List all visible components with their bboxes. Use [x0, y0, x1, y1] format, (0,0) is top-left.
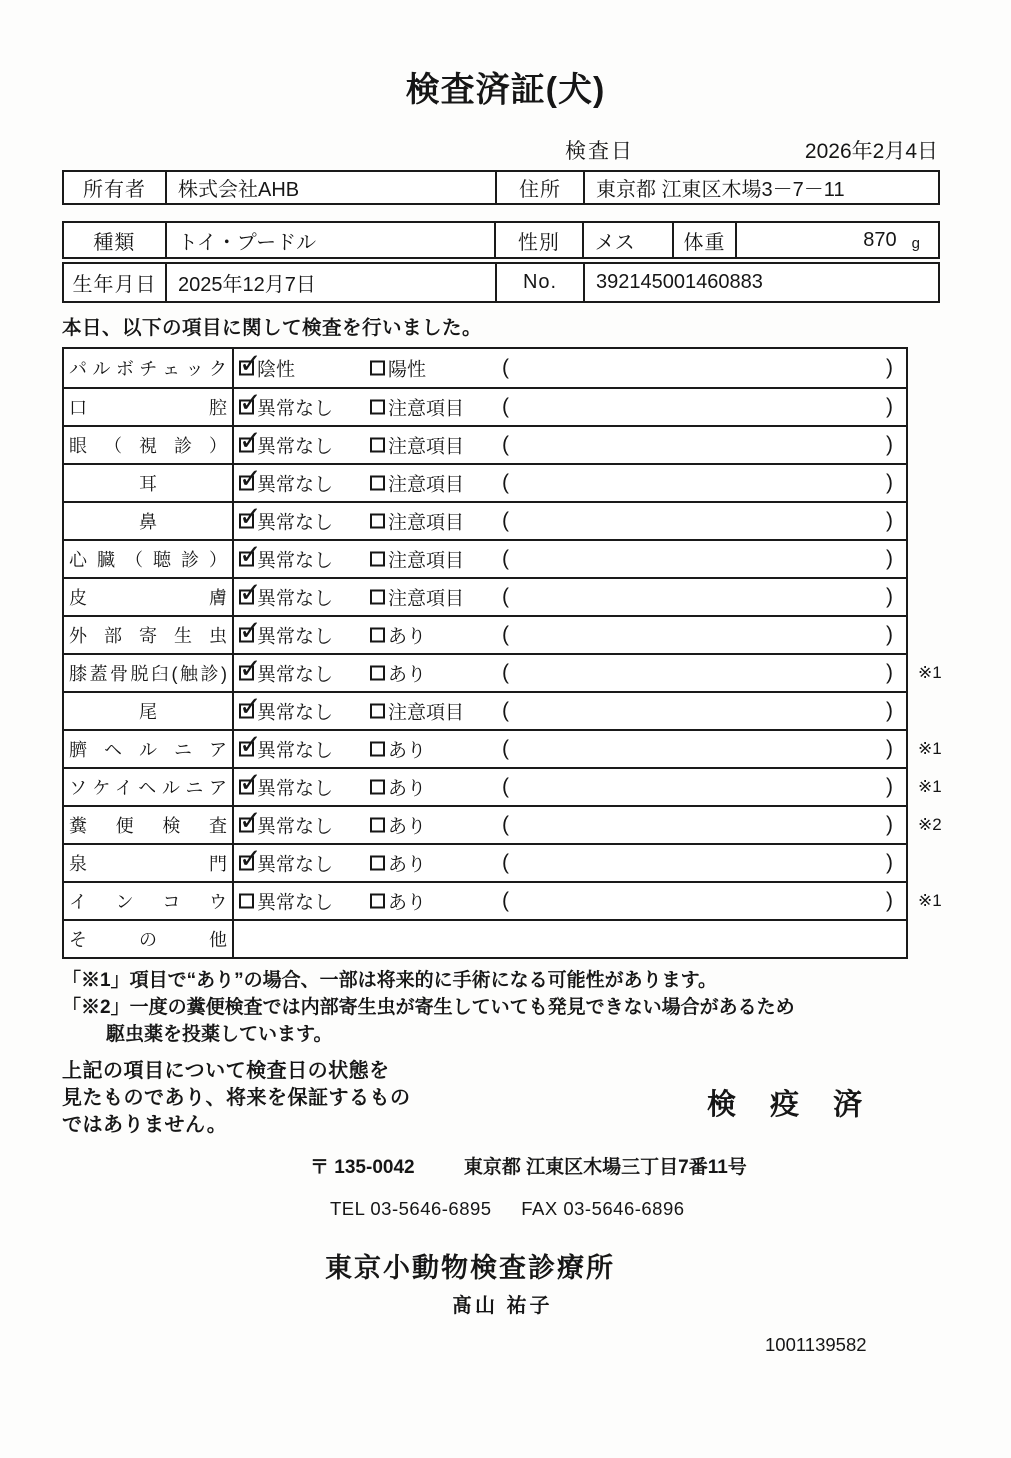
- empty-checkbox-icon: [370, 856, 385, 871]
- weight-number: 870: [863, 228, 897, 251]
- footnote-mark: ※2: [918, 815, 942, 834]
- option-1: [239, 584, 333, 611]
- option-2: [370, 508, 464, 535]
- table-row: [64, 691, 906, 729]
- table-row: [64, 615, 906, 653]
- item-name-cell: [64, 389, 234, 425]
- option-label: 注意項目: [388, 436, 465, 458]
- option-1: [239, 394, 333, 421]
- item-label: 口腔: [69, 398, 227, 418]
- checked-checkbox-icon: [239, 361, 254, 376]
- empty-checkbox-icon: [370, 361, 385, 376]
- checked-checkbox-icon: [239, 856, 254, 871]
- result-cell: [234, 503, 906, 539]
- clinic-postal-address: [310, 1152, 1011, 1179]
- table-row: [64, 463, 906, 501]
- disclaimer-line-2: 見たものであり、将来を保証するもの: [62, 1087, 411, 1109]
- option-1: [239, 508, 333, 535]
- option-1: [239, 888, 333, 915]
- table-row: [64, 501, 906, 539]
- option-1: [239, 698, 333, 725]
- inspection-date-label: 検査日: [565, 140, 634, 163]
- table-row: [64, 387, 906, 425]
- open-paren: (: [502, 623, 509, 646]
- empty-checkbox-icon: [370, 514, 385, 529]
- option-2: [370, 850, 426, 877]
- table-row: [64, 767, 942, 805]
- fax-number: FAX 03-5646-6896: [521, 1198, 685, 1219]
- option-label: あり: [388, 892, 427, 914]
- pet-info-row-1: [62, 221, 940, 259]
- option-label: 注意項目: [388, 588, 465, 610]
- address-label: 住所: [497, 172, 585, 203]
- item-name-cell: [64, 427, 234, 463]
- table-row: [64, 881, 942, 919]
- option-label: 異常なし: [257, 626, 334, 648]
- owner-table: [62, 170, 940, 205]
- tel-number: TEL 03-5646-6895: [330, 1198, 492, 1219]
- option-1: [239, 622, 333, 649]
- table-row: [64, 577, 906, 615]
- option-label: 異常なし: [257, 854, 334, 876]
- item-name-cell: [64, 579, 234, 615]
- checked-checkbox-icon: [239, 780, 254, 795]
- item-name-cell: [64, 693, 234, 729]
- empty-checkbox-icon: [370, 476, 385, 491]
- empty-checkbox-icon: [370, 818, 385, 833]
- checked-checkbox-icon: [239, 514, 254, 529]
- option-label: 異常なし: [257, 892, 334, 914]
- option-2: [370, 736, 426, 763]
- table-row: [64, 805, 942, 843]
- close-paren: ): [886, 433, 893, 456]
- option-2: [370, 622, 426, 649]
- disclaimer-line-3: ではありません。: [62, 1114, 228, 1136]
- option-1: [239, 774, 333, 801]
- birthdate-value: 2025年12月7日: [167, 264, 497, 301]
- item-name-cell: [64, 349, 234, 387]
- option-1: [239, 850, 333, 877]
- option-1: [239, 660, 333, 687]
- option-1: [239, 812, 333, 839]
- postal-code: 135-0042: [334, 1157, 415, 1178]
- item-label: インコウ: [69, 892, 227, 912]
- item-label: 眼（視診）: [69, 436, 227, 456]
- option-label: あり: [388, 740, 427, 762]
- option-label: 異常なし: [257, 702, 334, 724]
- option-label: 注意項目: [388, 398, 465, 420]
- result-cell: [234, 807, 906, 843]
- open-paren: (: [502, 775, 509, 798]
- result-cell: [234, 617, 906, 653]
- option-2: [370, 546, 464, 573]
- close-paren: ): [886, 547, 893, 570]
- page-title: 検査済証(犬): [405, 71, 606, 109]
- option-label: 陽性: [388, 359, 427, 381]
- empty-checkbox-icon: [370, 780, 385, 795]
- option-label: 異常なし: [257, 588, 334, 610]
- birthdate-label: 生年月日: [64, 264, 167, 301]
- empty-checkbox-icon: [370, 552, 385, 567]
- footnote-2: 「※2」一度の糞便検査では内部寄生虫が寄生していても発見できない場合があるため: [62, 997, 795, 1018]
- item-name-cell: [64, 617, 234, 653]
- number-value: 392145001460883: [596, 271, 763, 293]
- empty-checkbox-icon: [370, 438, 385, 453]
- item-label: 尾: [139, 702, 157, 722]
- weight-unit: g: [911, 234, 920, 252]
- open-paren: (: [502, 395, 509, 418]
- close-paren: ): [886, 509, 893, 532]
- address-value: 東京都 江東区木場3－7－11: [596, 179, 845, 201]
- option-label: 注意項目: [388, 550, 465, 572]
- close-paren: ): [886, 889, 893, 912]
- checked-checkbox-icon: [239, 666, 254, 681]
- checked-checkbox-icon: [239, 628, 254, 643]
- table-row: [64, 349, 906, 387]
- footnote-2-continuation: 駆虫薬を投薬しています。: [106, 1024, 333, 1045]
- open-paren: (: [502, 851, 509, 874]
- result-cell: [234, 389, 906, 425]
- open-paren: (: [502, 585, 509, 608]
- checked-checkbox-icon: [239, 438, 254, 453]
- result-cell: [234, 655, 906, 691]
- option-label: 異常なし: [257, 778, 334, 800]
- item-name-cell: [64, 655, 234, 691]
- open-paren: (: [502, 699, 509, 722]
- option-label: 異常なし: [257, 550, 334, 572]
- empty-checkbox-icon: [239, 894, 254, 909]
- option-label: 異常なし: [257, 664, 334, 686]
- item-label: 臍ヘルニア: [69, 740, 227, 760]
- option-1: [239, 432, 333, 459]
- empty-checkbox-icon: [370, 704, 385, 719]
- inspection-date-value: 2026年2月4日: [804, 140, 938, 163]
- item-label: パルボチェック: [69, 359, 227, 379]
- checked-checkbox-icon: [239, 552, 254, 567]
- item-label: 糞便検査: [69, 816, 227, 836]
- number-label: No.: [497, 264, 585, 301]
- close-paren: ): [886, 813, 893, 836]
- pet-info-row-2: [62, 262, 940, 303]
- postal-mark: 〒: [310, 1157, 330, 1178]
- open-paren: (: [502, 813, 509, 836]
- disclaimer-line-1: 上記の項目について検査日の状態を: [62, 1060, 390, 1082]
- footnote-mark: ※1: [918, 739, 942, 758]
- item-label: 耳: [139, 474, 157, 494]
- option-label: 異常なし: [257, 512, 334, 534]
- item-label: ソケイヘルニア: [69, 778, 227, 798]
- close-paren: ): [886, 395, 893, 418]
- close-paren: ): [886, 737, 893, 760]
- option-2: [370, 812, 426, 839]
- empty-checkbox-icon: [370, 894, 385, 909]
- option-label: 異常なし: [257, 436, 334, 458]
- option-label: 陰性: [257, 359, 296, 381]
- inspection-date-row: [62, 135, 940, 165]
- inspection-intro-text: 本日、以下の項目に関して検査を行いました。: [62, 317, 483, 339]
- checked-checkbox-icon: [239, 590, 254, 605]
- option-2: [370, 698, 464, 725]
- option-label: 注意項目: [388, 474, 465, 496]
- item-name-cell: [64, 465, 234, 501]
- result-cell: [234, 731, 906, 767]
- result-cell: [234, 349, 906, 387]
- table-row: [64, 539, 906, 577]
- result-cell: [234, 845, 906, 881]
- sex-label: 性別: [496, 223, 584, 257]
- table-row: [64, 425, 906, 463]
- open-paren: (: [502, 737, 509, 760]
- result-cell: [234, 921, 906, 957]
- checked-checkbox-icon: [239, 400, 254, 415]
- option-label: あり: [388, 816, 427, 838]
- option-label: あり: [388, 854, 427, 876]
- checked-checkbox-icon: [239, 476, 254, 491]
- item-name-cell: [64, 921, 234, 957]
- open-paren: (: [502, 889, 509, 912]
- open-paren: (: [502, 547, 509, 570]
- close-paren: ): [886, 851, 893, 874]
- breed-label: 種類: [64, 223, 167, 257]
- weight-label: 体重: [674, 223, 738, 257]
- footnote-mark: ※1: [918, 663, 942, 682]
- option-label: あり: [388, 626, 427, 648]
- weight-value: [737, 223, 938, 257]
- option-1: [239, 546, 333, 573]
- item-label: 心臓（聴診）: [69, 550, 227, 570]
- item-label: 泉門: [69, 854, 227, 874]
- option-2: [370, 355, 426, 382]
- item-name-cell: [64, 845, 234, 881]
- empty-checkbox-icon: [370, 666, 385, 681]
- open-paren: (: [502, 433, 509, 456]
- footnote-mark: ※1: [918, 777, 942, 796]
- table-row: [64, 653, 942, 691]
- option-label: 異常なし: [257, 816, 334, 838]
- item-label: 鼻: [139, 512, 157, 532]
- inspection-table: [62, 347, 942, 959]
- close-paren: ): [886, 623, 893, 646]
- owner-label: 所有者: [64, 172, 167, 203]
- item-name-cell: [64, 883, 234, 919]
- option-label: 注意項目: [388, 702, 465, 724]
- footnote-mark: ※1: [918, 891, 942, 910]
- close-paren: ): [886, 471, 893, 494]
- option-2: [370, 584, 464, 611]
- sex-value: メス: [584, 223, 674, 257]
- checked-checkbox-icon: [239, 742, 254, 757]
- item-name-cell: [64, 541, 234, 577]
- close-paren: ): [886, 661, 893, 684]
- result-cell: [234, 465, 906, 501]
- option-1: [239, 355, 295, 382]
- option-label: 異常なし: [257, 474, 334, 496]
- option-2: [370, 660, 426, 687]
- option-1: [239, 470, 333, 497]
- empty-checkbox-icon: [370, 590, 385, 605]
- option-2: [370, 432, 464, 459]
- table-row: [64, 729, 942, 767]
- item-name-cell: [64, 807, 234, 843]
- empty-checkbox-icon: [370, 400, 385, 415]
- open-paren: (: [502, 509, 509, 532]
- document-number: 1001139582: [765, 1334, 867, 1355]
- result-cell: [234, 541, 906, 577]
- veterinarian-name: 髙山 祐子: [452, 1295, 553, 1317]
- result-cell: [234, 693, 906, 729]
- close-paren: ): [886, 585, 893, 608]
- item-name-cell: [64, 769, 234, 805]
- disclaimer-section: [62, 1058, 940, 1140]
- option-2: [370, 888, 426, 915]
- option-label: 注意項目: [388, 512, 465, 534]
- open-paren: (: [502, 661, 509, 684]
- item-name-cell: [64, 503, 234, 539]
- result-cell: [234, 883, 906, 919]
- result-cell: [234, 769, 906, 805]
- item-label: その他: [69, 930, 227, 950]
- clinic-tel-fax: [330, 1198, 1011, 1220]
- quarantine-stamp: 検 疫 済: [707, 1089, 876, 1121]
- table-row: [64, 919, 906, 957]
- item-label: 外部寄生虫: [69, 626, 227, 646]
- clinic-name: 東京小動物検査診療所: [325, 1253, 615, 1283]
- option-label: 異常なし: [257, 398, 334, 420]
- clinic-address: 東京都 江東区木場三丁目7番11号: [463, 1157, 747, 1178]
- option-2: [370, 774, 426, 801]
- item-label: 膝蓋骨脱臼(触診): [69, 664, 227, 684]
- checked-checkbox-icon: [239, 818, 254, 833]
- result-cell: [234, 579, 906, 615]
- breed-value: トイ・プードル: [167, 223, 496, 257]
- option-label: 異常なし: [257, 740, 334, 762]
- footnote-1: 「※1」項目で“あり”の場合、一部は将来的に手術になる可能性があります。: [62, 970, 718, 991]
- footnotes: [62, 967, 1011, 1048]
- result-cell: [234, 427, 906, 463]
- item-label: 皮膚: [69, 588, 227, 608]
- open-paren: (: [502, 471, 509, 494]
- option-label: あり: [388, 664, 427, 686]
- empty-checkbox-icon: [370, 628, 385, 643]
- checked-checkbox-icon: [239, 704, 254, 719]
- owner-value: 株式会社AHB: [167, 172, 497, 203]
- table-row: [64, 843, 906, 881]
- open-paren: (: [502, 356, 509, 379]
- close-paren: ): [886, 356, 893, 379]
- option-2: [370, 394, 464, 421]
- close-paren: ): [886, 775, 893, 798]
- empty-checkbox-icon: [370, 742, 385, 757]
- option-label: あり: [388, 778, 427, 800]
- item-name-cell: [64, 731, 234, 767]
- close-paren: ): [886, 699, 893, 722]
- option-2: [370, 470, 464, 497]
- option-1: [239, 736, 333, 763]
